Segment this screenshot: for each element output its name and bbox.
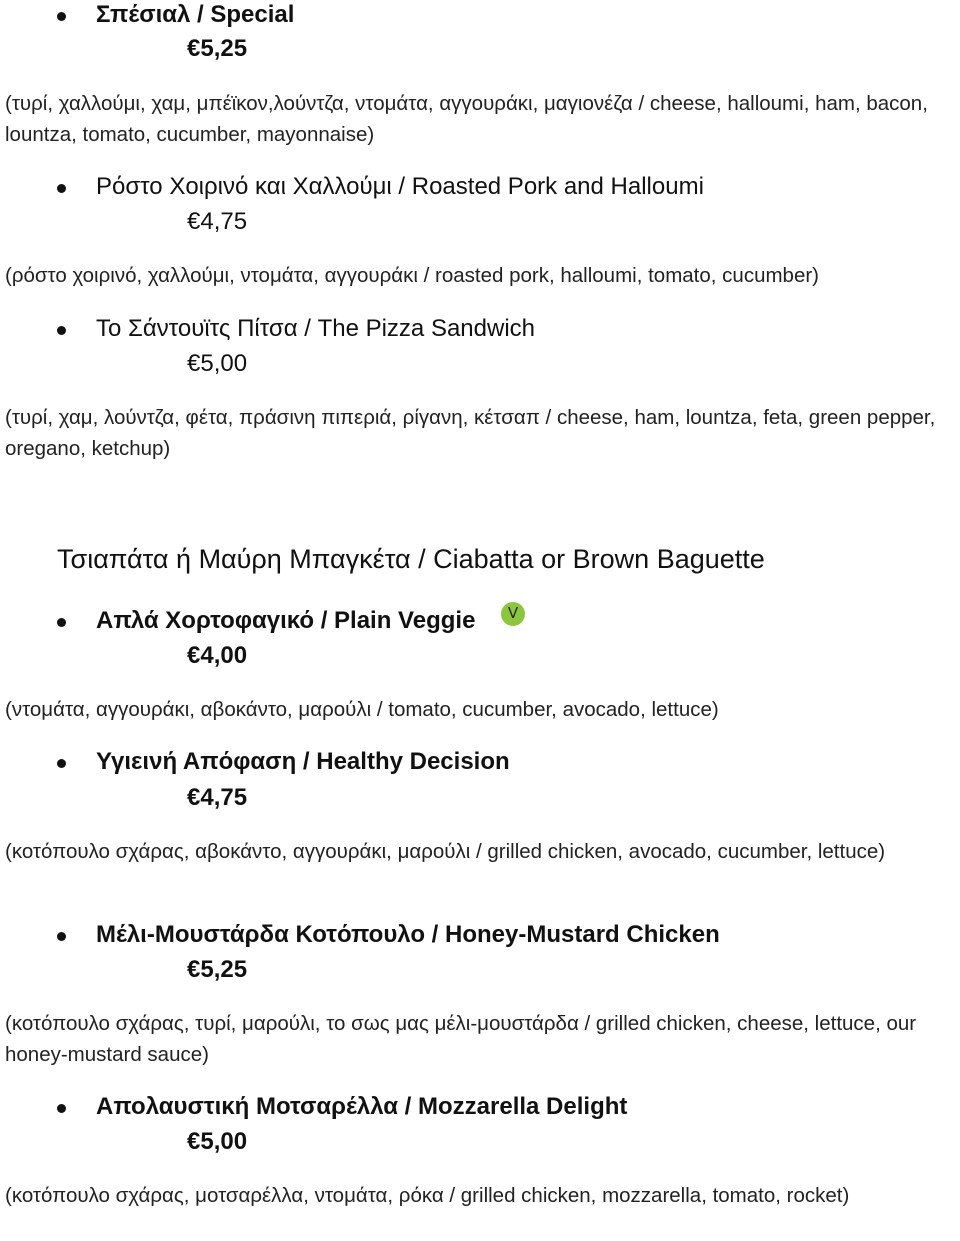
item-title: Ρόστο Χοιρινό και Χαλλούμι / Roasted Pork and Halloumi — [96, 173, 704, 200]
bullet — [57, 1104, 66, 1113]
item-title: Το Σάντουϊτς Πίτσα / The Pizza Sandwich — [96, 315, 536, 342]
item-description: (ντομάτα, αγγουράκι, αβοκάντο, μαρούλι / tomato, cucumber, avocado, lettuce) — [5, 698, 719, 721]
bullet — [57, 326, 66, 335]
item-description: (κοτόπουλο σχάρας, μοτσαρέλλα, ντομάτα, ρόκα / grilled chicken, mozzarella, tomato, rocket) — [5, 1184, 850, 1207]
item-title: Απλά Χορτοφαγικό / Plain Veggie — [96, 607, 476, 634]
item-price: €4,75 — [187, 784, 248, 811]
item-price: €5,25 — [187, 956, 248, 983]
bullet — [57, 932, 66, 941]
item-price: €5,00 — [187, 350, 248, 377]
bullet — [57, 759, 66, 768]
item-price: €4,00 — [187, 642, 248, 669]
item-title: Μέλι-Μουστάρδα Κοτόπουλο / Honey-Mustard Chicken — [96, 921, 720, 948]
item-description: (κοτόπουλο σχάρας, αβοκάντο, αγγουράκι, μαρούλι / grilled chicken, avocado, cucumber, lettuce) — [5, 840, 886, 863]
bullet — [57, 12, 66, 21]
item-description: (τυρί, χαμ, λούντζα, φέτα, πράσινη πιπεριά, ρίγανη, κέτσαπ / cheese, ham, lountza, feta, green pepper, oregano, ketchup) — [5, 406, 936, 460]
item-price: €5,25 — [187, 35, 248, 62]
vegetarian-badge-icon: V — [501, 602, 525, 626]
item-title: Απολαυστική Μοτσαρέλλα / Mozzarella Delight — [96, 1093, 628, 1120]
item-title: Σπέσιαλ / Special — [96, 1, 295, 28]
section-heading: Τσιαπάτα ή Μαύρη Μπαγκέτα / Ciabatta or Brown Baguette — [57, 544, 765, 574]
item-title: Υγιεινή Απόφαση / Healthy Decision — [96, 748, 510, 775]
item-description: (τυρί, χαλλούμι, χαμ, μπέϊκον,λούντζα, ντομάτα, αγγουράκι, μαγιονέζα / cheese, halloumi, ham, bacon, lountza, tomato, cucumber, mayonnaise) — [5, 92, 928, 146]
item-description: (κοτόπουλο σχάρας, τυρί, μαρούλι, το σως μας μέλι-μουστάρδα / grilled chicken, cheese, lettuce, our honey-mustard sauce) — [5, 1012, 917, 1066]
bullet — [57, 618, 66, 627]
bullet — [57, 184, 66, 193]
item-description: (ρόστο χοιρινό, χαλλούμι, ντομάτα, αγγουράκι / roasted pork, halloumi, tomato, cucumber) — [5, 264, 820, 287]
item-price: €4,75 — [187, 208, 248, 235]
item-price: €5,00 — [187, 1128, 248, 1155]
